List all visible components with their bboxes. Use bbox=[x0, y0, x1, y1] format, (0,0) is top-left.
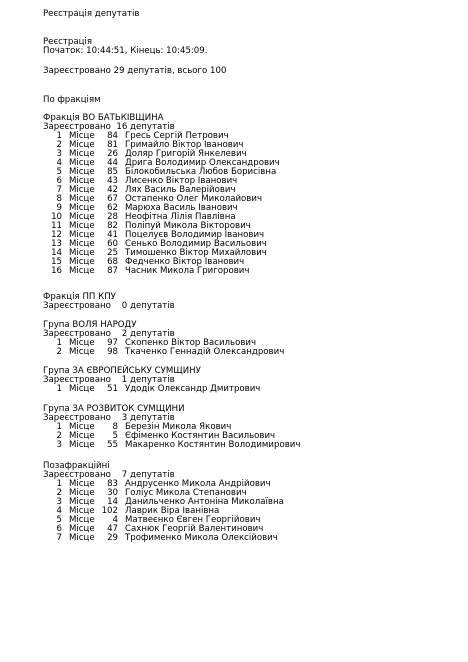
seat-label: Місце bbox=[69, 176, 95, 186]
seat-number: 55 bbox=[107, 440, 118, 450]
seat-number: 4 bbox=[112, 515, 118, 525]
member-index: 7 bbox=[56, 185, 62, 195]
seat-number: 8 bbox=[112, 422, 118, 432]
seat-label: Місце bbox=[69, 257, 95, 267]
member-index: 6 bbox=[56, 524, 62, 534]
group-registered-count: Зареєстровано 2 депутатів bbox=[43, 329, 175, 339]
member-name: Остапенко Олег Миколайович bbox=[125, 194, 263, 204]
session-time: Початок: 10:44:51, Кінець: 10:45:09. bbox=[43, 46, 208, 56]
member-name: Гресь Сергій Петрович bbox=[125, 131, 229, 141]
seat-number: 51 bbox=[107, 384, 118, 394]
member-index: 2 bbox=[56, 140, 62, 150]
seat-label: Місце bbox=[69, 488, 95, 498]
seat-label: Місце bbox=[69, 230, 95, 240]
seat-number: 28 bbox=[107, 212, 118, 222]
member-index: 2 bbox=[56, 488, 62, 498]
member-index: 8 bbox=[56, 194, 62, 204]
seat-number: 60 bbox=[107, 239, 118, 249]
seat-label: Місце bbox=[69, 239, 95, 249]
by-factions-heading: По фракціям bbox=[43, 95, 101, 105]
seat-number: 82 bbox=[107, 221, 118, 231]
seat-label: Місце bbox=[69, 131, 95, 141]
seat-label: Місце bbox=[69, 533, 95, 543]
member-name: Матвеєнко Євген Георгійович bbox=[125, 515, 261, 525]
member-name: Макаренко Костянтин Володимирович bbox=[125, 440, 301, 450]
seat-label: Місце bbox=[69, 212, 95, 222]
seat-number: 68 bbox=[107, 257, 118, 267]
seat-label: Місце bbox=[69, 167, 95, 177]
member-name: Поліпуй Микола Вікторович bbox=[125, 221, 251, 231]
seat-number: 87 bbox=[107, 266, 118, 276]
seat-label: Місце bbox=[69, 506, 95, 516]
member-name: Данильченко Антоніна Миколаївна bbox=[125, 497, 284, 507]
member-name: Лях Василь Валерійович bbox=[125, 185, 236, 195]
seat-label: Місце bbox=[69, 266, 95, 276]
seat-label: Місце bbox=[69, 194, 95, 204]
seat-number: 14 bbox=[107, 497, 118, 507]
section-label: Реєстрація bbox=[43, 37, 93, 47]
seat-label: Місце bbox=[69, 384, 95, 394]
member-index: 2 bbox=[56, 347, 62, 357]
group-registered-count: Зареєстровано 0 депутатів bbox=[43, 301, 175, 311]
member-index: 3 bbox=[56, 440, 62, 450]
seat-label: Місце bbox=[69, 515, 95, 525]
member-index: 1 bbox=[56, 338, 62, 348]
member-name: Білокобильська Любов Борисівна bbox=[125, 167, 277, 177]
member-name: Скопенко Віктор Васильович bbox=[125, 338, 257, 348]
member-name: Федченко Віктор Іванович bbox=[125, 257, 245, 267]
seat-label: Місце bbox=[69, 203, 95, 213]
seat-number: 81 bbox=[107, 140, 118, 150]
member-index: 5 bbox=[56, 167, 62, 177]
group-registered-count: Зареєстровано 16 депутатів bbox=[43, 122, 175, 132]
seat-label: Місце bbox=[69, 440, 95, 450]
member-name: Лаврик Віра Іванівна bbox=[125, 506, 220, 516]
group-name: Група ВОЛЯ НАРОДУ bbox=[43, 320, 137, 330]
seat-label: Місце bbox=[69, 185, 95, 195]
member-name: Березін Микола Якович bbox=[125, 422, 232, 432]
member-index: 10 bbox=[51, 212, 62, 222]
member-index: 16 bbox=[51, 266, 62, 276]
member-name: Голіус Микола Степанович bbox=[125, 488, 247, 498]
member-index: 4 bbox=[56, 506, 62, 516]
seat-label: Місце bbox=[69, 497, 95, 507]
member-index: 7 bbox=[56, 533, 62, 543]
group-name: Фракція ПП КПУ bbox=[43, 292, 116, 302]
seat-label: Місце bbox=[69, 479, 95, 489]
member-index: 9 bbox=[56, 203, 62, 213]
member-index: 3 bbox=[56, 497, 62, 507]
member-index: 12 bbox=[51, 230, 62, 240]
member-name: Поцелуєв Володимир Іванович bbox=[125, 230, 265, 240]
member-index: 14 bbox=[51, 248, 62, 258]
member-index: 15 bbox=[51, 257, 62, 267]
member-name: Дрига Володимир Олександрович bbox=[125, 158, 280, 168]
group-name: Фракція ВО БАТЬКІВЩИНА bbox=[43, 113, 164, 123]
member-name: Удодік Олександр Дмитрович bbox=[125, 384, 261, 394]
group-registered-count: Зареєстровано 7 депутатів bbox=[43, 470, 175, 480]
member-name: Лисенко Віктор Іванович bbox=[125, 176, 238, 186]
seat-number: 47 bbox=[107, 524, 118, 534]
document-title: Реєстрація депутатів bbox=[43, 9, 140, 19]
seat-number: 97 bbox=[107, 338, 118, 348]
member-index: 6 bbox=[56, 176, 62, 186]
group-name: Позафракційні bbox=[43, 461, 110, 471]
member-name: Ткаченко Геннадій Олександрович bbox=[125, 347, 285, 357]
seat-number: 43 bbox=[107, 176, 118, 186]
member-name: Сенько Володимир Васильович bbox=[125, 239, 267, 249]
member-name: Неофітна Лілія Павлівна bbox=[125, 212, 236, 222]
member-index: 1 bbox=[56, 479, 62, 489]
seat-label: Місце bbox=[69, 221, 95, 231]
seat-label: Місце bbox=[69, 422, 95, 432]
seat-label: Місце bbox=[69, 248, 95, 258]
member-index: 11 bbox=[51, 221, 62, 231]
group-name: Група ЗА РОЗВИТОК СУМЩИНИ bbox=[43, 404, 185, 414]
member-name: Доляр Григорій Янкелевич bbox=[125, 149, 247, 159]
seat-label: Місце bbox=[69, 338, 95, 348]
seat-number: 30 bbox=[107, 488, 118, 498]
seat-number: 29 bbox=[107, 533, 118, 543]
seat-number: 42 bbox=[107, 185, 118, 195]
seat-label: Місце bbox=[69, 149, 95, 159]
member-name: Єфіменко Костянтин Васильович bbox=[125, 431, 276, 441]
seat-label: Місце bbox=[69, 158, 95, 168]
member-name: Тимошенко Віктор Михайлович bbox=[125, 248, 267, 258]
member-index: 3 bbox=[56, 149, 62, 159]
member-name: Гримайло Віктор Іванович bbox=[125, 140, 244, 150]
seat-number: 25 bbox=[107, 248, 118, 258]
member-index: 1 bbox=[56, 422, 62, 432]
member-name: Сахнюк Георгій Валентинович bbox=[125, 524, 264, 534]
group-registered-count: Зареєстровано 1 депутатів bbox=[43, 375, 175, 385]
member-name: Трофименко Микола Олексійович bbox=[125, 533, 278, 543]
seat-label: Місце bbox=[69, 524, 95, 534]
member-index: 5 bbox=[56, 515, 62, 525]
seat-number: 5 bbox=[112, 431, 118, 441]
seat-number: 98 bbox=[107, 347, 118, 357]
member-name: Часник Микола Григорович bbox=[125, 266, 250, 276]
seat-number: 41 bbox=[107, 230, 118, 240]
seat-label: Місце bbox=[69, 140, 95, 150]
seat-number: 85 bbox=[107, 167, 118, 177]
registration-summary: Зареєстровано 29 депутатів, всього 100 bbox=[43, 66, 227, 76]
seat-number: 62 bbox=[107, 203, 118, 213]
seat-number: 84 bbox=[107, 131, 118, 141]
member-name: Андрусенко Микола Андрійович bbox=[125, 479, 271, 489]
member-index: 1 bbox=[56, 131, 62, 141]
group-registered-count: Зареєстровано 3 депутатів bbox=[43, 413, 175, 423]
group-name: Група ЗА ЄВРОПЕЙСЬКУ СУМЩИНУ bbox=[43, 366, 201, 376]
seat-label: Місце bbox=[69, 347, 95, 357]
member-index: 2 bbox=[56, 431, 62, 441]
member-index: 4 bbox=[56, 158, 62, 168]
seat-number: 102 bbox=[101, 506, 118, 516]
seat-number: 44 bbox=[107, 158, 118, 168]
member-name: Марюха Василь Іванович bbox=[125, 203, 238, 213]
seat-label: Місце bbox=[69, 431, 95, 441]
seat-number: 67 bbox=[107, 194, 118, 204]
seat-number: 26 bbox=[107, 149, 118, 159]
member-index: 13 bbox=[51, 239, 62, 249]
seat-number: 83 bbox=[107, 479, 118, 489]
member-index: 1 bbox=[56, 384, 62, 394]
